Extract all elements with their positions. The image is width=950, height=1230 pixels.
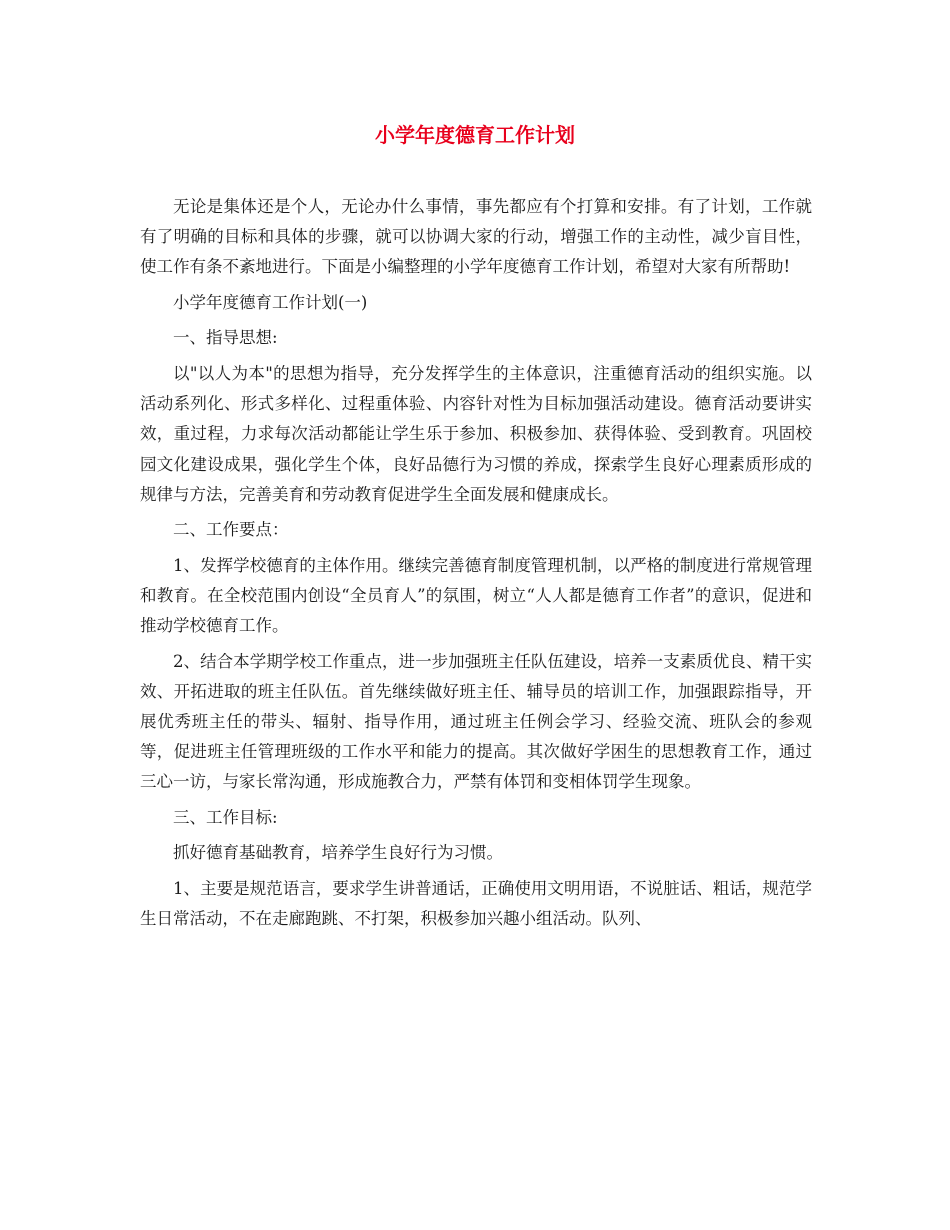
paragraph-heading-work-points: 二、工作要点： — [173, 520, 289, 540]
paragraph-guiding-ideology: 以"以人为本"的思想为指导，充分发挥学生的主体意识，注重德育活动的组织实施。以活动系列化、形式多样化、过程重体验、内容针对性为目标加强活动建设。德育活动要讲实效，重过程，力求每次活动都能让学生乐于参加、积极参加、获得体验、受到教育。巩固校园文化建设成果，强化学生个体，良好品德行为习惯的养成，探索学生良好心理素质形成的规律与方法，完善美育和劳动教育促进学生全面发展和健康成长。 — [140, 363, 812, 504]
paragraph-section-heading: 小学年度德育工作计划(一) — [173, 292, 368, 312]
paragraph-work-goals-intro: 抓好德育基础教育，培养学生良好行为习惯。 — [173, 843, 503, 863]
paragraph-heading-guiding-ideology: 一、指导思想: — [173, 328, 278, 348]
paragraph-heading-work-goals: 三、工作目标: — [173, 807, 278, 827]
paragraph-work-point-1: 1、发挥学校德育的主体作用。继续完善德育制度管理机制，以严格的制度进行常规管理和教育。在全校范围内创设“全员育人”的氛围，树立“人人都是德育工作者”的意识，促进和推动学校德育工作。 — [140, 555, 812, 636]
paragraph-intro: 无论是集体还是个人，无论办什么事情，事先都应有个打算和安排。有了计划，工作就有了明确的目标和具体的步骤，就可以协调大家的行动，增强工作的主动性，减少盲目性，使工作有条不紊地进行。下面是小编整理的小学年度德育工作计划，希望对大家有所帮助! — [140, 197, 812, 277]
document-body — [140, 192, 812, 940]
paragraph-work-goal-1: 1、主要是规范语言，要求学生讲普通话，正确使用文明用语，不说脏话、粗话，规范学生日常活动，不在走廊跑跳、不打架，积极参加兴趣小组活动。队列、 — [140, 878, 812, 929]
paragraph-work-point-2: 2、结合本学期学校工作重点，进一步加强班主任队伍建设，培养一支素质优良、精干实效、开拓进取的班主任队伍。首先继续做好班主任、辅导员的培训工作，加强跟踪指导，开展优秀班主任的带头、辐射、指导作用，通过班主任例会学习、经验交流、班队会的参观等，促进班主任管理班级的工作水平和能力的提高。其次做好学困生的思想教育工作，通过三心一访，与家长常沟通，形成施教合力，严禁有体罚和变相体罚学生现象。 — [140, 651, 812, 792]
document-title: 小学年度德育工作计划 — [375, 123, 575, 147]
